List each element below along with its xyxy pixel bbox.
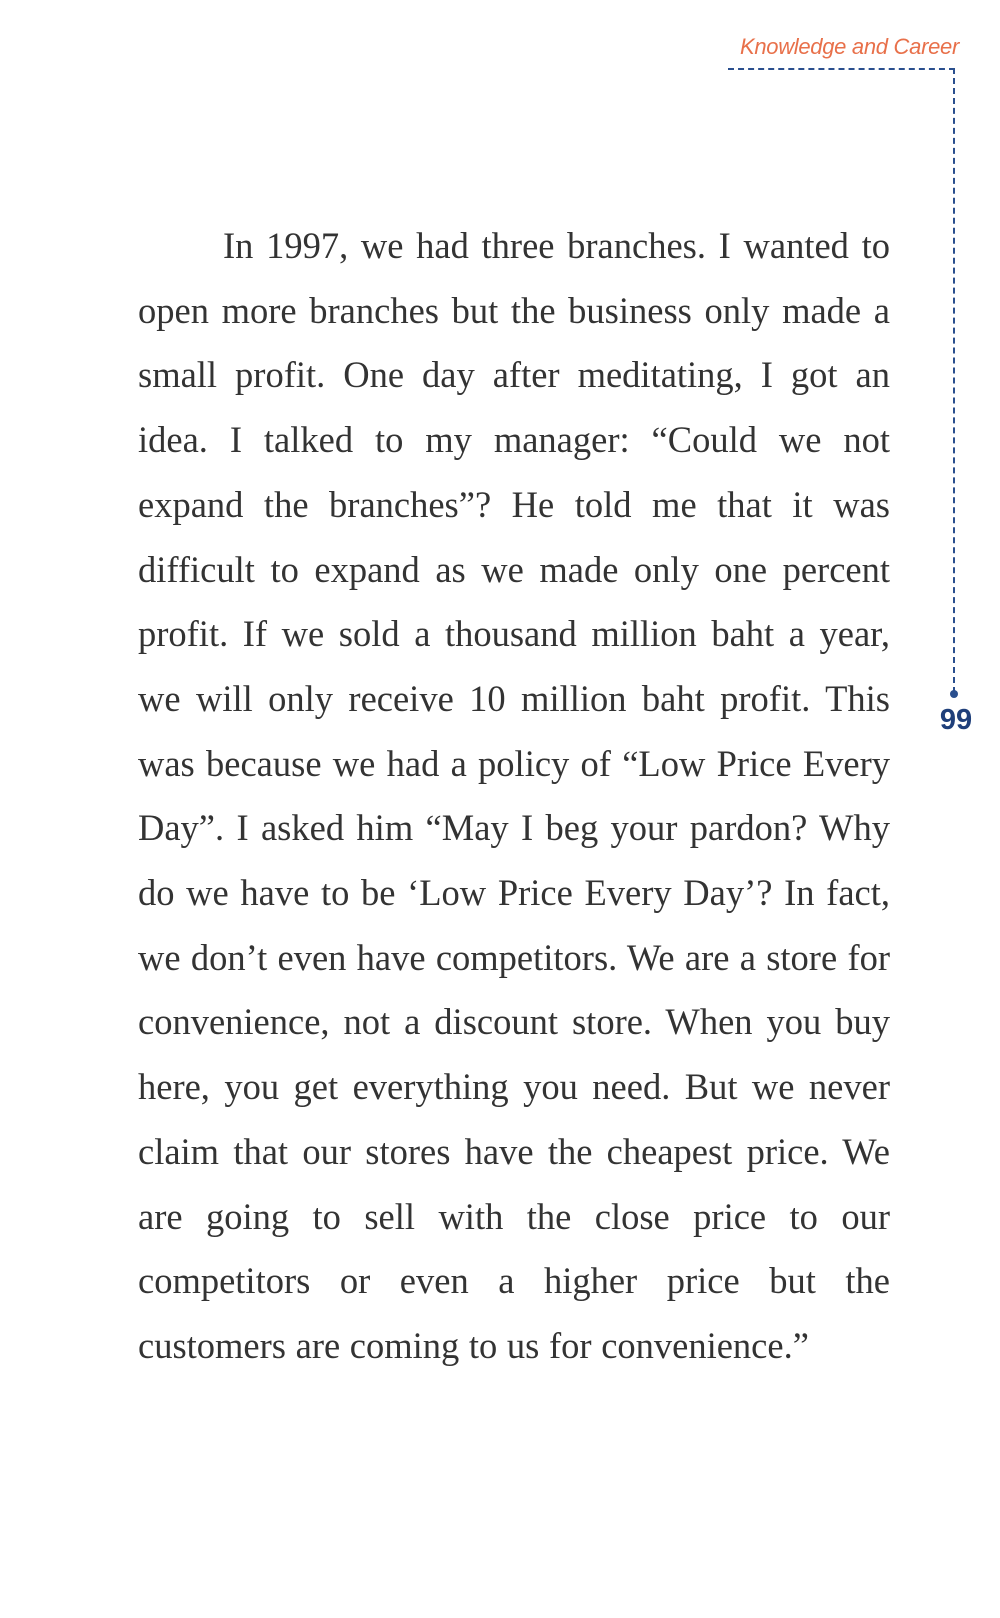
- page-number: 99: [939, 704, 973, 736]
- header-rule-horizontal: [728, 68, 955, 70]
- rule-end-dot: [950, 690, 958, 698]
- body-paragraph: In 1997, we had three branches. I wanted to open more branches but the business only made a small profit. One day after meditating, I got an idea. I talked to my manager: “Could we not expand the branches”? He told me that it was difficult to expand as we made only one percent profit. If we sold a thousand million baht a year, we will only receive 10 million baht profit. This was because we had a policy of “Low Price Every Day”. I asked him “May I beg your pardon? Why do we have to be ‘Low Price Every Day’? In fact, we don’t even have competitors. We are a store for convenience, not a discount store. When you buy here, you get everything you need. But we never claim that our stores have the cheapest price. We are going to sell with the close price to our competitors or even a higher price but the customers are coming to us for convenience.”: [138, 225, 890, 1366]
- header-rule-vertical: [953, 68, 955, 693]
- running-title: Knowledge and Career: [739, 34, 959, 59]
